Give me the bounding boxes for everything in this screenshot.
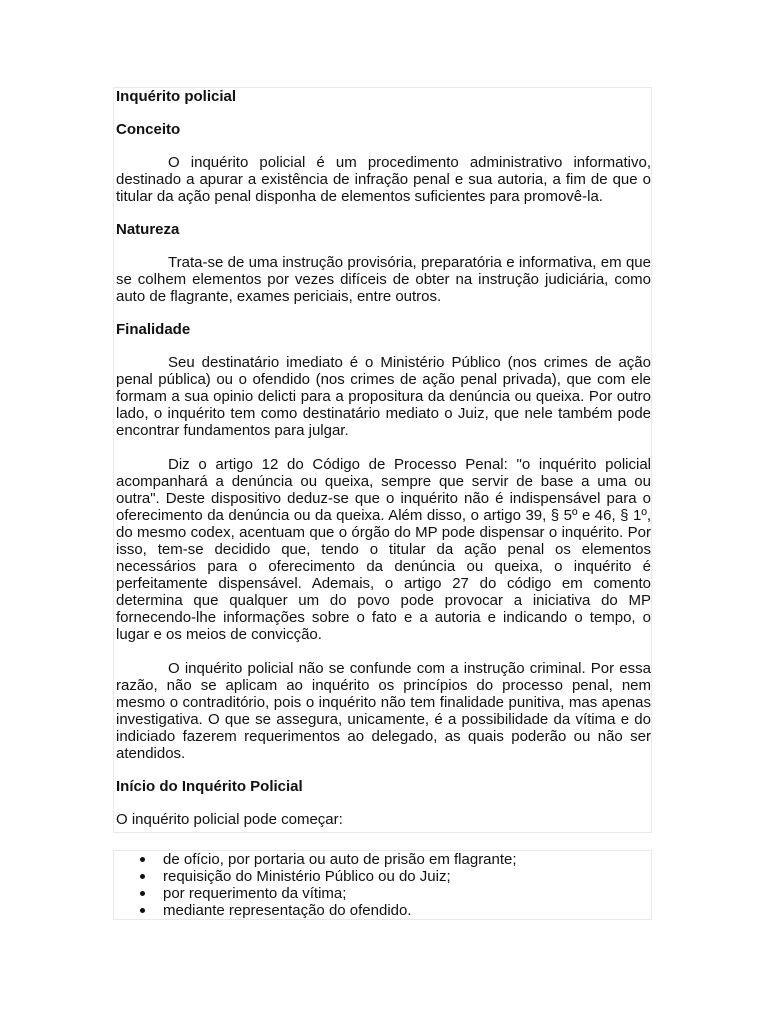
list-item-text: requisição do Ministério Público ou do Juiz; [163,868,451,885]
bullet-icon [140,908,145,913]
bullet-icon [140,891,145,896]
paragraph-inicio-intro: O inquérito policial pode começar: [116,811,343,828]
document-title: Inquérito policial [116,88,237,105]
document-body [116,86,651,828]
list-item [116,851,651,868]
heading-natureza: Natureza [116,221,180,238]
paragraph-finalidade-1: Seu destinatário imediato é o Ministério Público (nos crimes de ação penal pública) ou o ofendido (nos crimes de ação penal privada), que com ele formam a sua opinio delicti para a propositura da denúncia ou queixa. Por outro lado, o inquérito tem como destinatário mediato o Juiz, que nele também pode encontrar fundamentos para julgar. [116,354,651,439]
bullet-icon [140,874,145,879]
inicio-list [116,851,651,919]
heading-inicio: Início do Inquérito Policial [116,778,303,795]
heading-conceito: Conceito [116,121,181,138]
bullet-icon [140,857,145,862]
paragraph-finalidade-3: O inquérito policial não se confunde com a instrução criminal. Por essa razão, não se aplicam ao inquérito os princípios do processo penal, nem mesmo o contraditório, pois o inquérito não tem finalidade punitiva, mas apenas investigativa. O que se assegura, unicamente, é a possibilidade da vítima e do indiciado fazerem requerimentos ao delegado, as quais poderão ou não ser atendidos. [116,660,651,762]
list-item [116,885,651,902]
paragraph-conceito-1: O inquérito policial é um procedimento administrativo informativo, destinado a apurar a existência de infração penal e sua autoria, a fim de que o titular da ação penal disponha de elementos suficientes para promovê-la. [116,154,651,205]
paragraph-natureza-1: Trata-se de uma instrução provisória, preparatória e informativa, em que se colhem elementos por vezes difíceis de obter na instrução judiciária, como auto de flagrante, exames periciais, entre outros. [116,254,651,305]
heading-finalidade: Finalidade [116,321,191,338]
list-item-text: por requerimento da vítima; [163,885,347,902]
list-item [116,902,651,919]
list-item [116,868,651,885]
list-item-text: mediante representação do ofendido. [163,902,412,919]
paragraph-finalidade-2: Diz o artigo 12 do Código de Processo Penal: "o inquérito policial acompanhará a denúncia ou queixa, sempre que servir de base a uma ou outra". Deste dispositivo deduz-se que o inquérito não é indispensável para o oferecimento da denúncia ou da queixa. Além disso, o artigo 39, § 5º e 46, § 1º, do mesmo codex, acentuam que o órgão do MP pode dispensar o inquérito. Por isso, tem-se decidido que, tendo o titular da ação penal os elementos necessários para o oferecimento da denúncia ou queixa, o inquérito é perfeitamente dispensável. Ademais, o artigo 27 do código em comento determina que qualquer um do povo pode provocar a iniciativa do MP fornecendo-lhe informações sobre o fato e a autoria e indicando o tempo, o lugar e os meios de convicção. [116,456,651,643]
list-item-text: de ofício, por portaria ou auto de prisão em flagrante; [163,851,517,868]
